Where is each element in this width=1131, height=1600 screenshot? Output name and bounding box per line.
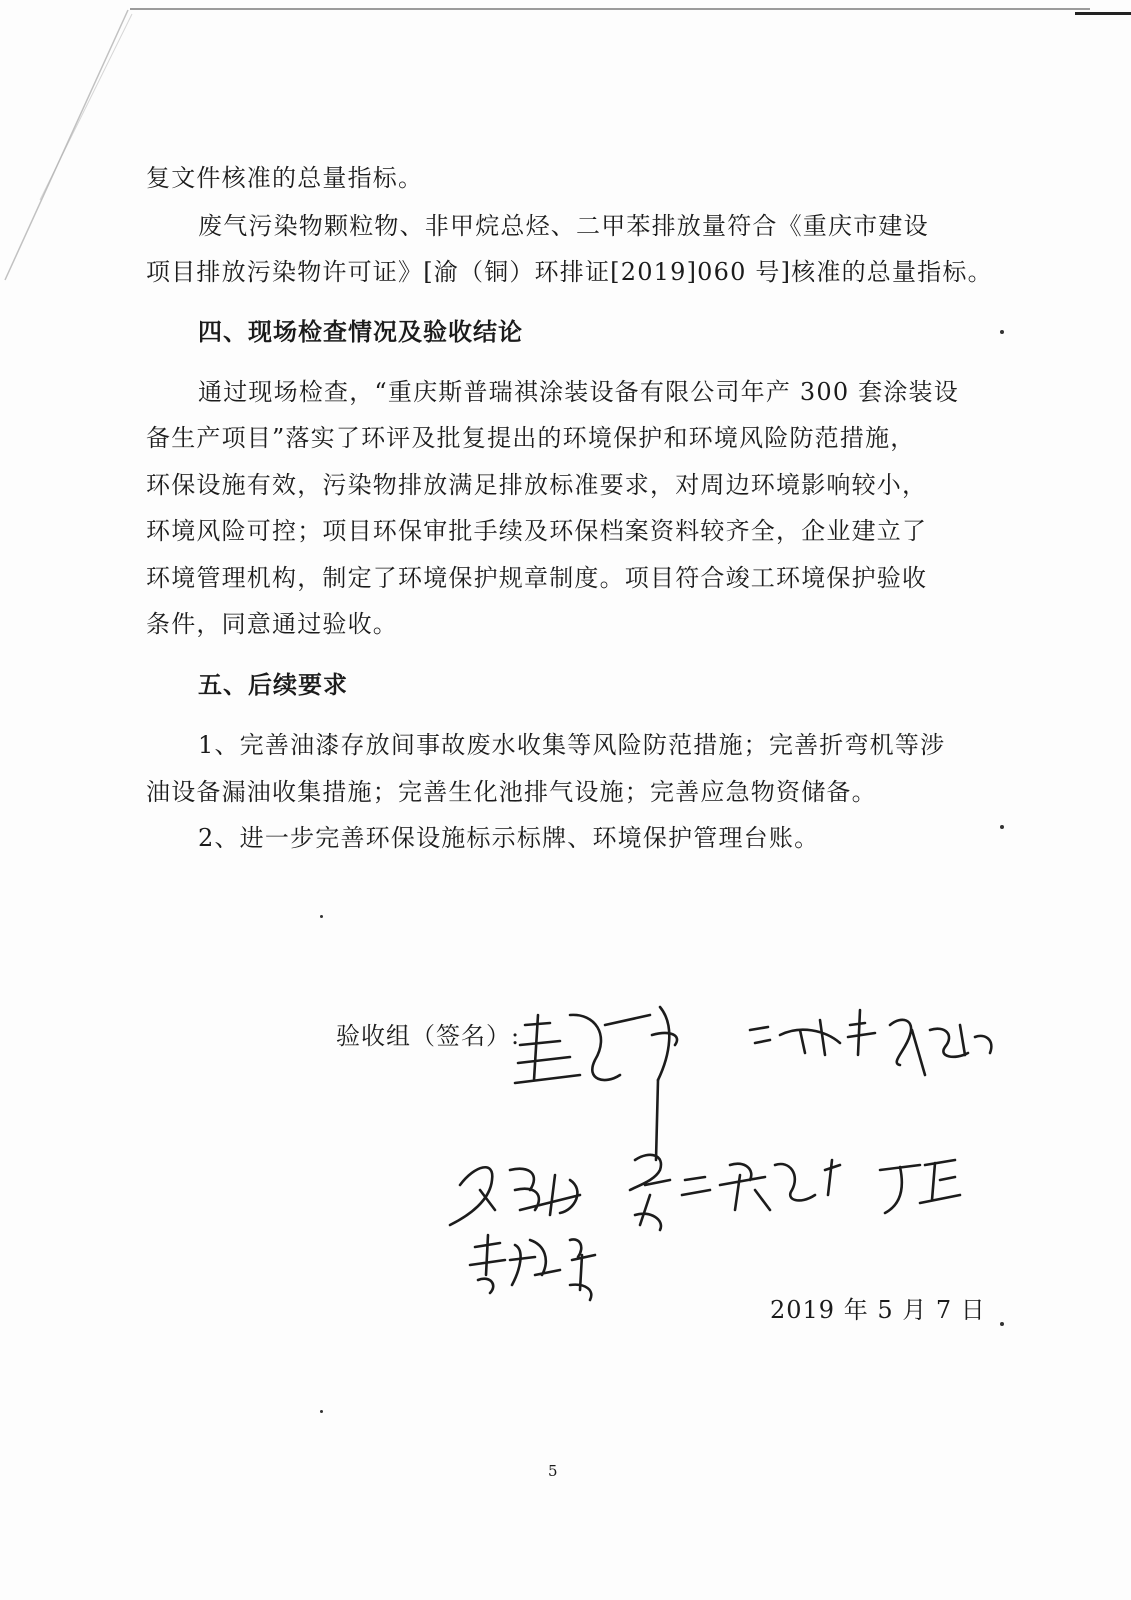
scan-edge-line — [130, 8, 1090, 10]
gas-paragraph-line-1: 废气污染物颗粒物、非甲烷总烃、二甲苯排放量符合《重庆市建设 — [198, 212, 929, 240]
continuation-text: 复文件核准的总量指标。 — [146, 164, 424, 192]
scan-fold-mark — [0, 0, 140, 300]
document-date: 2019 年 5 月 7 日 — [770, 1296, 986, 1324]
scan-corner-mark — [1075, 0, 1131, 15]
page-number: 5 — [548, 1462, 558, 1480]
handwritten-signatures — [420, 985, 1060, 1325]
scan-speck — [1000, 825, 1004, 829]
section-5-heading: 五、后续要求 — [198, 671, 348, 699]
section-4-line-2: 备生产项目”落实了环评及批复提出的环境保护和环境风险防范措施， — [146, 424, 916, 452]
scan-speck — [320, 1410, 323, 1413]
section-4-heading: 四、现场检查情况及验收结论 — [198, 318, 523, 346]
section-4-line-6: 条件，同意通过验收。 — [146, 610, 398, 638]
section-4-line-4: 环境风险可控；项目环保审批手续及环保档案资料较齐全，企业建立了 — [146, 517, 928, 545]
requirement-1-line-1: 1、完善油漆存放间事故废水收集等风险防范措施；完善折弯机等涉 — [198, 731, 946, 759]
section-4-line-5: 环境管理机构，制定了环境保护规章制度。项目符合竣工环境保护验收 — [146, 564, 928, 592]
scan-speck — [1000, 330, 1004, 334]
signature-label: 验收组（签名）: — [336, 1022, 521, 1050]
requirement-2: 2、进一步完善环保设施标示标牌、环境保护管理台账。 — [198, 824, 820, 852]
section-4-line-1: 通过现场检查，“重庆斯普瑞祺涂装设备有限公司年产 300 套涂装设 — [198, 378, 959, 406]
section-4-line-3: 环保设施有效，污染物排放满足排放标准要求，对周边环境影响较小， — [146, 471, 928, 499]
requirement-1-line-2: 油设备漏油收集措施；完善生化池排气设施；完善应急物资储备。 — [146, 778, 877, 806]
scan-speck — [320, 915, 323, 918]
gas-paragraph-line-2: 项目排放污染物许可证》[渝（铜）环排证[2019]060 号]核准的总量指标。 — [146, 258, 993, 286]
